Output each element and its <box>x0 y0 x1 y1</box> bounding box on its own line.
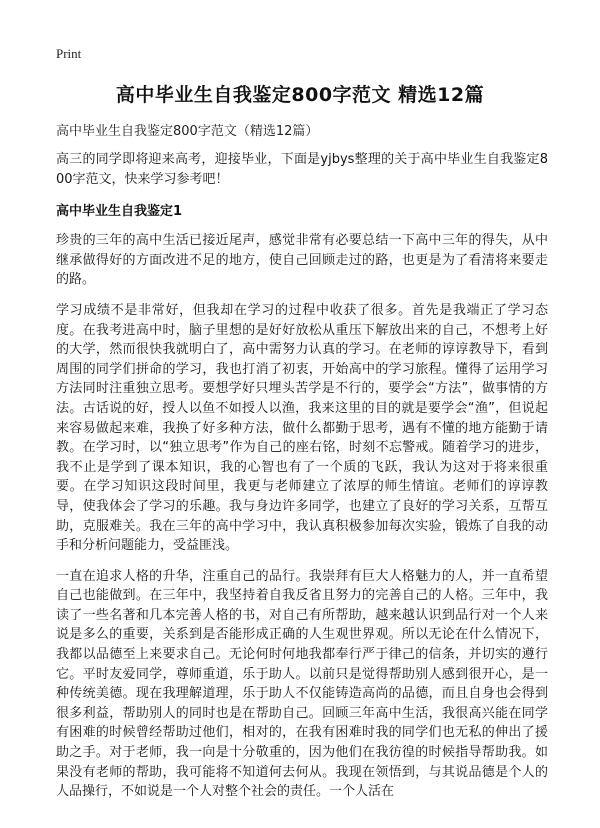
body-paragraph: 珍贵的三年的高中生活已接近尾声，感觉非常有必要总结一下高中三年的得失，从中继承做得好的方面改进不足的地方，使自己回顾走过的路，也更是为了看清将来要走的路。 <box>56 233 548 288</box>
print-link[interactable]: Print <box>56 46 82 61</box>
section-heading: 高中毕业生自我鉴定1 <box>56 204 183 220</box>
body-paragraph: 一直在追求人格的升华，注重自己的品行。我崇拜有巨大人格魅力的人，并一直希望自己也能做到。在三年中，我坚持着自我反省且努力的完善自己的人格。三年中，我读了一些名著和几本完善人格的书，对自己有所帮助，越来越认识到品行对一个人来说是多么的重要，关系到是否能形成正确的人生观世界观。所以无论在什么情况下，我都以品德至上来要求自己。无论何时何地我都奉行严于律己的信条，并切实的遵行它。平时友爱同学，尊师重道，乐于助人。以前只是觉得帮助别人感到很开心，是一种传统美德。现在我理解道理，乐于助人不仅能铸造高尚的品德，而且自身也会得到很多利益，帮助别人的同时也是在帮助自己。回顾三年高中生活，我很高兴能在同学有困难的时候曾经帮助过他们，相对的，在我有困难时我的同学们也无私的伸出了援助之手。对于老师，我一向是十分敬重的，因为他们在我彷徨的时候指导帮助我。如果没有老师的帮助，我可能将不知道何去何从。我现在领悟到，与其说品德是个人的人品操行，不如说是一个人对整个社会的责任。一个人活在 <box>56 568 548 800</box>
body-paragraph: 学习成绩不是非常好，但我却在学习的过程中收获了很多。首先是我端正了学习态度。在我考进高中时，脑子里想的是好好放松从重压下解放出来的自己，不想考上好的大学，然而很快我就明白了，高中需努力认真的学习。在老师的谆谆教导下，看到周围的同学们拼命的学习，我也打消了初衷，开始高中的学习旅程。懂得了运用学习方法同时注重独立思考。要想学好只埋头苦学是不行的，要学会“方法”，做事情的方法。古话说的好，授人以鱼不如授人以渔，我来这里的目的就是要学会“渔”，但说起来容易做起来难，我换了好多种方法，做什么都勤于思考，遇有不懂的地方能勤于请教。在学习时，以“独立思考”作为自己的座右铭，时刻不忘警戒。随着学习的进步，我不止是学到了课本知识，我的心智也有了一个质的飞跃，我认为这对于将来很重要。在学习知识这段时间里，我更与老师建立了浓厚的师生情谊。老师们的谆谆教导，使我体会了学习的乐趣。我与身边许多同学，也建立了良好的学习关系，互帮互助，克服难关。我在三年的高中学习中，我认真积极参加每次实验，锻炼了自我的动手和分析问题能力，受益匪浅。 <box>56 302 548 554</box>
document-subtitle: 高中毕业生自我鉴定800字范文（精选12篇） <box>56 124 319 139</box>
intro-paragraph: 高三的同学即将迎来高考，迎接毕业，下面是yjbys整理的关于高中毕业生自我鉴定800字范文，快来学习参考吧！ <box>56 152 548 187</box>
document-title: 高中毕业生自我鉴定800字范文 精选12篇 <box>115 84 485 106</box>
document-body <box>56 150 548 813</box>
